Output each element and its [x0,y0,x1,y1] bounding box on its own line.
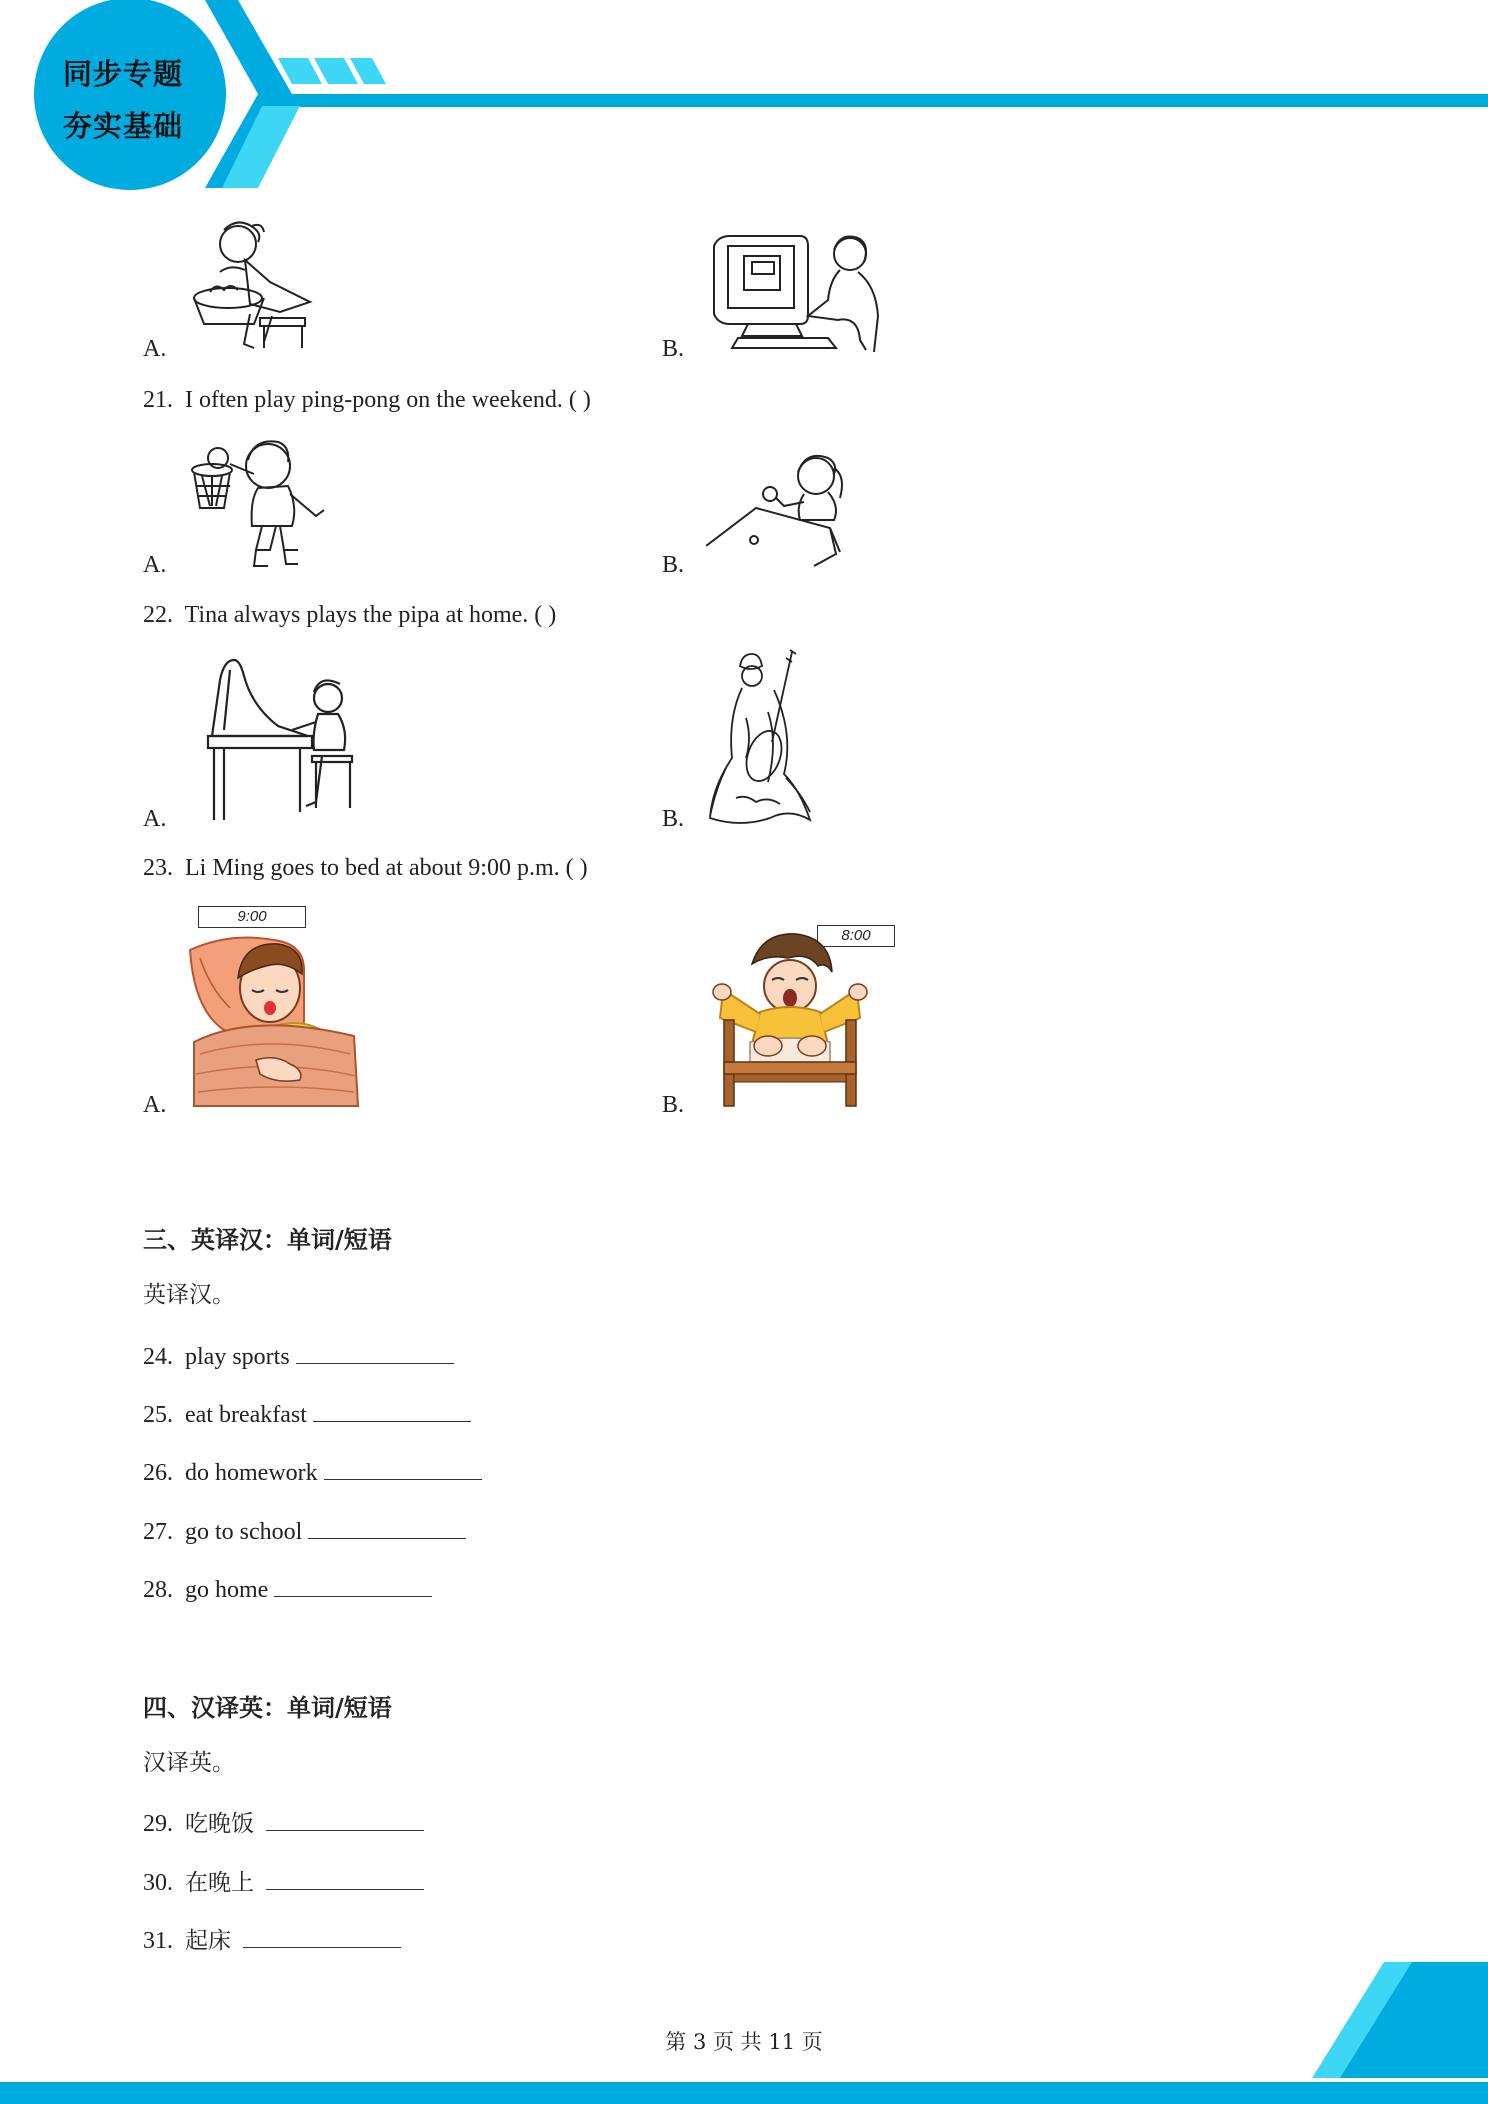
q21-number: 21. [143,387,173,413]
q24-text: play sports [185,1344,290,1370]
q31-number: 31. [143,1928,173,1954]
section4-title: 四、汉译英：单词/短语 [143,1693,392,1722]
q21-option-b-label[interactable]: B. [662,552,685,578]
girl-playing-ping-pong-icon [706,450,856,568]
question-29 [143,1806,424,1839]
q30-number: 30. [143,1870,173,1896]
q26-answer-blank[interactable] [324,1455,482,1480]
question-26 [143,1455,482,1488]
question-30 [143,1865,424,1898]
q20-option-a-label[interactable]: A. [143,336,167,362]
q25-number: 25. [143,1402,173,1428]
q21-option-a-label[interactable]: A. [143,552,167,578]
q20-option-b-label[interactable]: B. [662,336,685,362]
footer-banner [0,1950,1488,2104]
q29-answer-blank[interactable] [266,1806,424,1831]
q27-number: 27. [143,1519,173,1545]
q23-number: 23. [143,855,173,881]
q29-number: 29. [143,1811,173,1837]
q24-number: 24. [143,1344,173,1370]
q31-text: 起床 [185,1928,231,1954]
q23-option-b-label[interactable]: B. [662,1092,685,1118]
q30-answer-blank[interactable] [266,1865,424,1890]
q24-answer-blank[interactable] [296,1339,454,1364]
q21-text: I often play ping-pong on the weekend. ( ) [185,387,591,413]
question-24 [143,1339,454,1372]
q30-text: 在晚上 [185,1870,254,1896]
q26-text: do homework [185,1460,318,1486]
q27-answer-blank[interactable] [308,1514,466,1539]
boy-playing-basketball-icon [190,438,330,570]
section3-title: 三、英译汉：单词/短语 [143,1225,392,1254]
clock-label-a [198,906,306,928]
badge-title-line2: 夯实基础 [62,109,183,143]
girl-washing-clothes-icon [190,216,320,352]
boy-waking-up-icon [710,930,870,1110]
question-22 [143,600,556,630]
q28-answer-blank[interactable] [274,1572,432,1597]
q28-text: go home [185,1577,269,1603]
question-27 [143,1514,466,1547]
question-23 [143,853,588,883]
q29-text: 吃晚饭 [185,1811,254,1837]
girl-playing-piano-icon [204,656,354,826]
boy-sleeping-in-bed-icon [186,928,362,1108]
q22-option-a-label[interactable]: A. [143,806,167,832]
q22-option-b-label[interactable]: B. [662,806,685,832]
q26-number: 26. [143,1460,173,1486]
clock-b-time: 8:00 [841,927,871,944]
q25-answer-blank[interactable] [313,1397,471,1422]
q22-number: 22. [143,602,173,628]
question-28 [143,1572,432,1605]
section3-instruction: 英译汉。 [143,1282,235,1308]
woman-playing-pipa-icon [706,648,816,828]
page-number: 第 3 页 共 11 页 [665,2030,823,2054]
section4-instruction: 汉译英。 [143,1750,235,1776]
q27-text: go to school [185,1519,303,1545]
q28-number: 28. [143,1577,173,1603]
q23-text: Li Ming goes to bed at about 9:00 p.m. ( ) [185,855,588,881]
clock-a-time: 9:00 [237,908,267,925]
q22-text: Tina always plays the pipa at home. ( ) [184,602,557,628]
question-25 [143,1397,471,1430]
q31-answer-blank[interactable] [243,1923,401,1948]
question-21 [143,385,591,415]
girl-using-computer-icon [708,230,884,354]
q23-option-a-label[interactable]: A. [143,1092,167,1118]
header-banner [0,0,1488,200]
q25-text: eat breakfast [185,1402,307,1428]
badge-title-line1: 同步专题 [62,57,183,91]
